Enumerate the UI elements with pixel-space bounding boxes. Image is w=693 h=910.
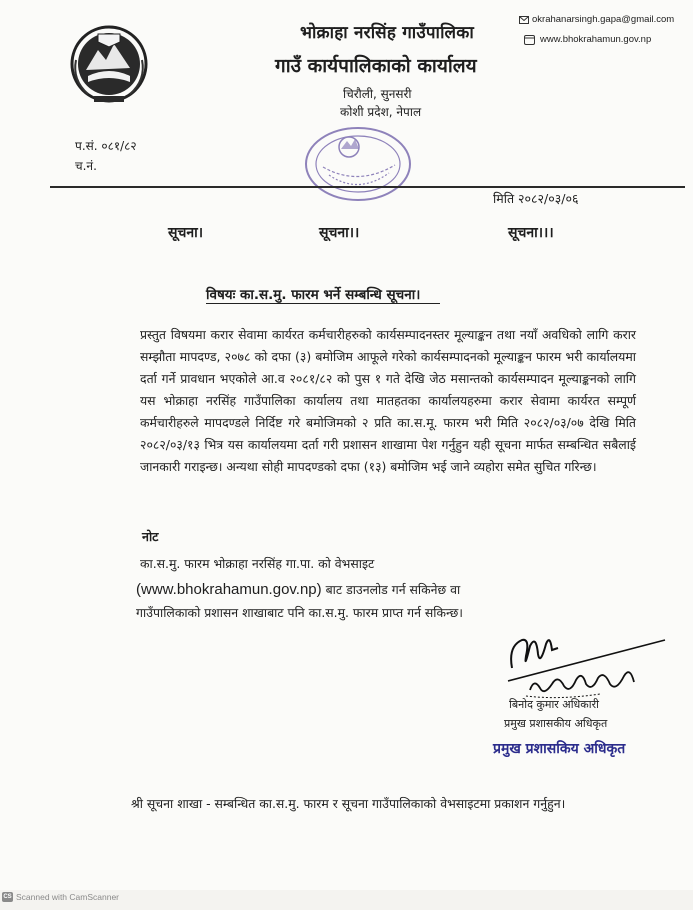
note-line-1: का.स.मु. फारम भोक्राहा नरसिंह गा.पा. को वेभसाइट [140, 556, 375, 571]
notice-body: प्रस्तुत विषयमा करार सेवामा कार्यरत कर्मचारीहरुको कार्यसम्पादनस्तर मूल्याङ्कन तथा नयाँ अवधिको लागि करार सम्झौता मापदण्ड, २०७८ को दफा (३) बमोजिम आफूले गरेको कार्यसम्पादनको मूल्याङ्कन फारम भरी कार्यालयमा दर्ता गर्ने प्रावधान भएकोले आ.व २०८१/८२ को पुस १ गते देखि जेठ मसान्तको कार्यसम्पादन मूल्याङ्कनको लागि यस भोक्राहा नरसिंह गाउँपालिका कार्यालय तथा मातहतका कार्यालयहरुमा करार सेवामा कार्यरत सम्पूर्ण कर्मचारीहरुले मापदण्डले निर्दिष्ट गरे बमोजिमको २ प्रति का.स.मू. फारम भरी मिति २०८२/०३/०७ देखि मिति २०८२/०३/१३ भित्र यस कार्यालयमा दर्ता गरी प्रशासन शाखामा पेश गर्नुहुन यही सूचना मार्फत सम्बन्धित सबैलाई जानकारी गराइन्छ। अन्यथा सोही मापदण्डको दफा (१३) बमोजिम भई जाने व्यहोरा समेत सुचित गरिन्छ। [140, 327, 636, 474]
website-text: www.bhokrahamun.gov.np [540, 34, 652, 45]
nepal-emblem-icon [68, 20, 150, 110]
website-link[interactable]: (www.bhokrahamun.gov.np) [136, 581, 322, 598]
scanner-watermark [2, 892, 119, 902]
note-line-3: गाउँपालिकाको प्रशासन शाखाबाट पनि का.स.मु. फारम प्राप्त गर्न सकिन्छ। [136, 605, 463, 620]
dispatch-number: च.नं. [75, 159, 97, 173]
address-line-1: चिरौली, सुनसरी [343, 87, 412, 101]
note-heading: नोट [142, 529, 159, 544]
subject-underline [206, 303, 440, 304]
camscanner-icon: CS [3, 894, 12, 900]
globe-icon [524, 35, 535, 45]
note-line-2-text: बाट डाउनलोड गर्न सकिनेछ वा [321, 582, 461, 597]
note-line-2 [136, 581, 460, 598]
notice-heading-3: सूचना।।। [508, 225, 554, 241]
cc-footer: श्री सूचना शाखा - सम्बन्धित का.स.मु. फारम र सूचना गाउँपालिकाको वेभसाइटमा प्रकाशन गर्नुहुन। [131, 796, 566, 811]
email-text: okrahanarsingh.gapa@gmail.com [532, 14, 675, 25]
email-row [519, 14, 674, 25]
website-row [524, 34, 651, 45]
signature-icon [500, 626, 670, 706]
signatory-name: बिनोद कुमार अधिकारी [509, 698, 599, 711]
notice-heading-1: सूचना। [168, 225, 204, 241]
office-name: गाउँ कार्यपालिकाको कार्यालय [275, 55, 477, 77]
signatory-title: प्रमुख प्रशासकीय अधिकृत [504, 717, 608, 730]
signatory-stamp: प्रमुख प्रशासकिय अधिकृत [493, 741, 626, 757]
mail-icon [519, 16, 529, 24]
notice-heading-2: सूचना।। [319, 225, 360, 241]
org-name: भोक्राहा नरसिंह गाउँपालिका [300, 23, 474, 43]
scanner-label: Scanned with CamScanner [16, 892, 120, 902]
subject-line: विषयः का.स.मु. फारम भर्ने सम्बन्धि सूचना। [206, 287, 421, 303]
address-line-2: कोशी प्रदेश, नेपाल [340, 105, 422, 119]
office-stamp-icon [303, 125, 413, 203]
issue-date: मिति २०८२/०३/०६ [493, 191, 579, 206]
reference-number: प.सं. ०८१/८२ [75, 139, 137, 153]
header-divider [50, 186, 685, 188]
